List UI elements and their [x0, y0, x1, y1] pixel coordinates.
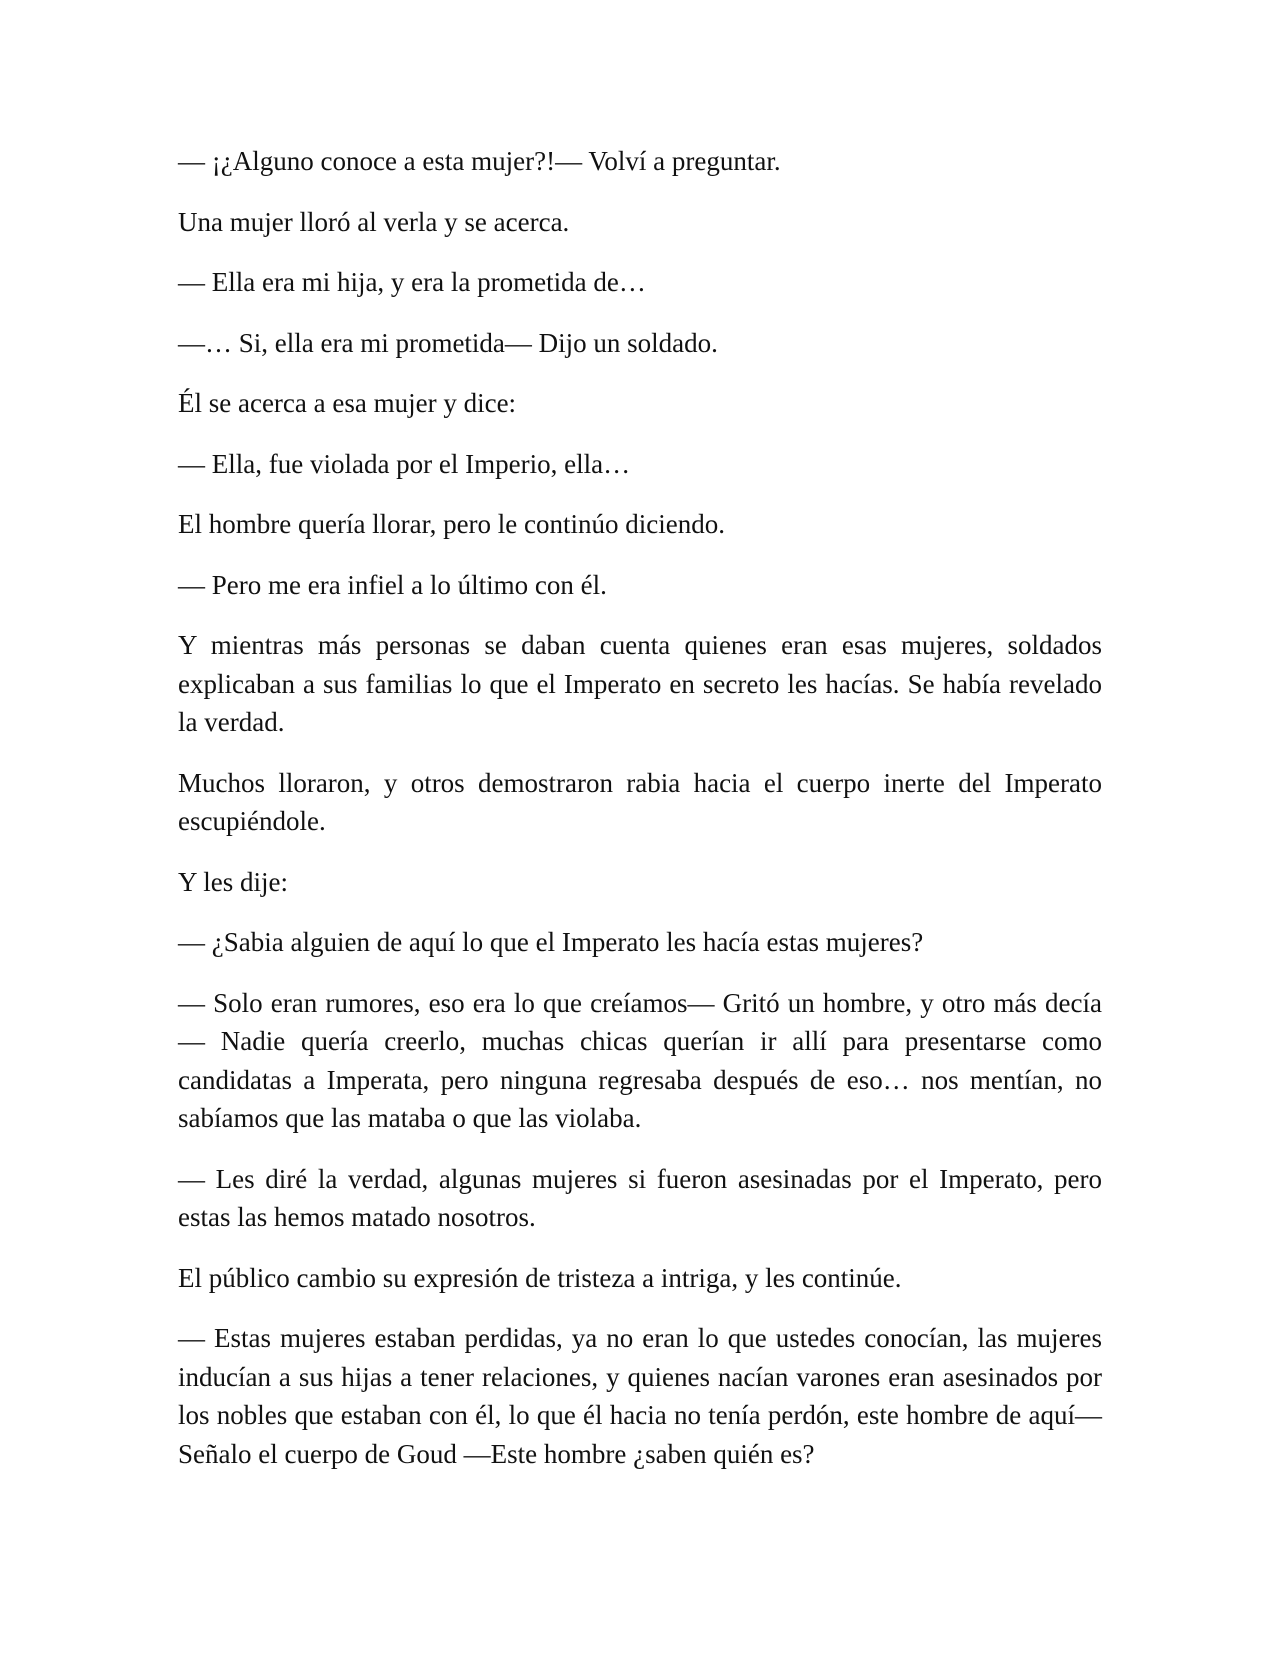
paragraph: — Les diré la verdad, algunas mujeres si fueron asesinadas por el Imperato, pero estas las hemos matado nosotros. — [178, 1163, 1102, 1232]
paragraph: — Estas mujeres estaban perdidas, ya no eran lo que ustedes conocían, las mujeres inducían a sus hijas a tener relaciones, y quienes nacían varones eran asesinados por los nobles que estaban con él, lo que él hacia no tenía perdón, este hombre de aquí— Señalo el cuerpo de Goud —Este hombre ¿saben quién es? — [178, 1323, 1102, 1469]
paragraph: Y les dije: — [178, 866, 288, 897]
paragraph: — Ella era mi hija, y era la prometida de… — [178, 267, 646, 297]
paragraph: Y mientras más personas se daban cuenta quienes eran esas mujeres, soldados explicaban a sus familias lo que el Imperato en secreto les hacías. Se había revelado la verdad. — [178, 630, 1102, 737]
paragraph: —… Si, ella era mi prometida— Dijo un soldado. — [178, 327, 718, 358]
paragraph: — Ella, fue violada por el Imperio, ella… — [178, 448, 631, 479]
paragraph: El público cambio su expresión de tristeza a intriga, y les continúe. — [178, 1262, 902, 1293]
paragraph: Muchos lloraron, y otros demostraron rabia hacia el cuerpo inerte del Imperato escupiéndole. — [178, 767, 1102, 836]
document-page — [178, 142, 1102, 1495]
paragraph: Él se acerca a esa mujer y dice: — [178, 388, 517, 418]
paragraph: El hombre quería llorar, pero le continúo diciendo. — [178, 509, 725, 539]
paragraph: Una mujer lloró al verla y se acerca. — [178, 206, 570, 237]
paragraph: — Pero me era infiel a lo último con él. — [178, 569, 607, 600]
paragraph: — ¿Sabia alguien de aquí lo que el Imperato les hacía estas mujeres? — [178, 927, 924, 957]
paragraph: — ¡¿Alguno conoce a esta mujer?!— Volví a preguntar. — [178, 146, 781, 176]
paragraph: — Solo eran rumores, eso era lo que creíamos— Gritó un hombre, y otro más decía — Nadie quería creerlo, muchas chicas querían ir allí para presentarse como candidatas a Imperata, pero ninguna regresaba después de eso… nos mentían, no sabíamos que las mataba o que las violaba. — [178, 987, 1102, 1133]
